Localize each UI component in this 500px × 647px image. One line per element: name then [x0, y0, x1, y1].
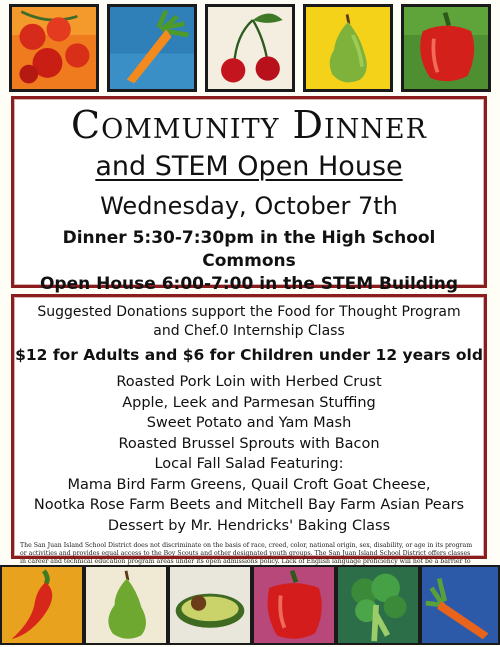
price-line: $12 for Adults and $6 for Children under 12 years old — [15, 346, 483, 364]
bottom-painting-row — [0, 565, 500, 645]
avocado-painting — [168, 565, 252, 645]
menu-item: Dessert by Mr. Hendricks' Baking Class — [107, 517, 391, 534]
open-house-time-line: Open House 6:00-7:00 in the STEM Building — [39, 274, 459, 294]
info-panel — [11, 294, 487, 573]
donations-line-2: and Chef.0 Internship Class — [153, 323, 345, 339]
dinner-time-line: Dinner 5:30-7:30pm in the High School Commons — [62, 228, 436, 271]
bell-pepper-painting — [401, 4, 491, 92]
pear-painting — [303, 4, 393, 92]
event-subheadline: and STEM Open House — [95, 151, 403, 182]
cherries-painting — [205, 4, 295, 92]
pear-painting — [84, 565, 168, 645]
menu-item: Apple, Leek and Parmesan Stuffing — [122, 394, 376, 411]
bell-pepper-painting — [252, 565, 336, 645]
event-date: Wednesday, October 7th — [100, 192, 398, 220]
menu-item: Roasted Brussel Sprouts with Bacon — [118, 435, 380, 452]
menu-list — [14, 372, 484, 536]
menu-item: Nootka Rose Farm Beets and Mitchell Bay Farm Asian Pears — [33, 497, 465, 513]
menu-item: Mama Bird Farm Greens, Quail Croft Goat Cheese, — [67, 476, 431, 493]
carrot-painting — [107, 4, 197, 92]
tomatoes-painting — [9, 4, 99, 92]
carrot-painting — [420, 565, 500, 645]
menu-item: Roasted Pork Loin with Herbed Crust — [116, 374, 382, 390]
nondiscrimination-notice: The San Juan Island School District does not discriminate on the basis of race, creed, color, national origin, sex, disability, or age in its program or activities and provides equal access to the Boy Scouts and other designated youth groups. The San Juan Island School District offers classes in career and technical education program areas under its open admissions policy. Lack of English language proficiency will not be a barrier to technical — [20, 542, 473, 573]
chili-pepper-painting — [0, 565, 84, 645]
title-panel — [11, 96, 487, 294]
top-painting-row — [0, 4, 500, 92]
event-headline: Community Dinner — [71, 103, 427, 147]
donations-line-1: Suggested Donations support the Food for Thought Program — [37, 304, 461, 320]
menu-item: Sweet Potato and Yam Mash — [146, 415, 352, 431]
broccoli-painting — [336, 565, 420, 645]
menu-item: Local Fall Salad Featuring: — [154, 456, 344, 472]
